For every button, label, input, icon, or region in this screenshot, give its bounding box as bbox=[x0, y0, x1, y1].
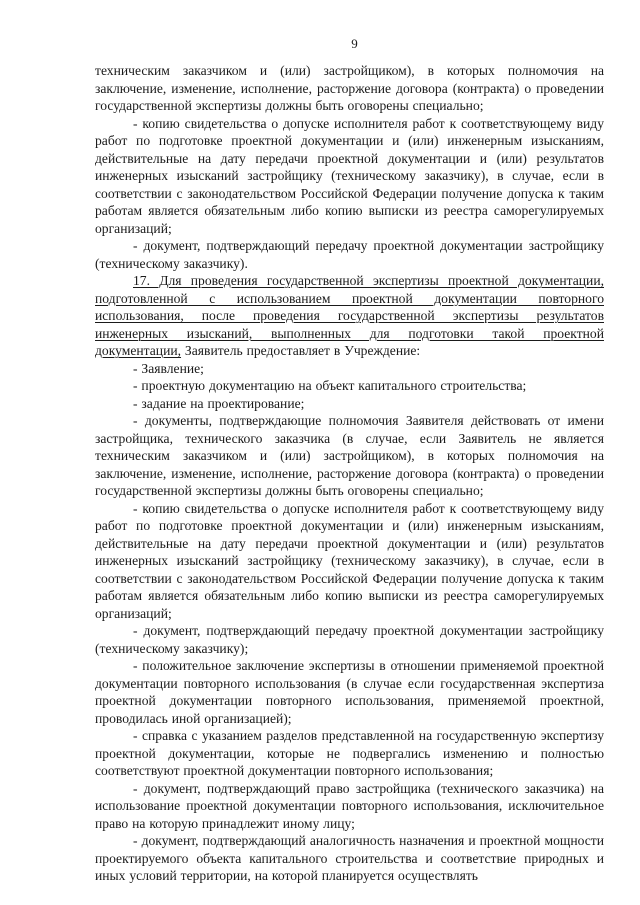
paragraph-license-copy: - копию свидетельства о допуске исполнителя работ к соответствующему виду работ по подготовке проектной документации и (или) инженерным изысканиям, действительные на дату передачи проектной документации и (или) результатов инженерных изысканий застройщику (техническому заказчику), в случае, если в соответствии с законодательством Российской Федерации получение допуска к таким работам является обязательным либо копию выписки из реестра саморегулируемых организаций; bbox=[95, 115, 604, 236]
list-item-license-copy: - копию свидетельства о допуске исполнителя работ к соответствующему виду работ по подготовке проектной документации и (или) инженерным изысканиям, действительные на дату передачи проектной документации и (или) результатов инженерных изысканий застройщику (техническому заказчику), в случае, если в соответствии с законодательством Российской Федерации получение допуска к таким работам является обязательным либо копию выписки из реестра саморегулируемых организаций; bbox=[95, 500, 604, 621]
list-item-positive-conclusion: - положительное заключение экспертизы в отношении применяемой проектной документации повторного использования (в случае если государственная экспертиза проектной документации повторного использования, применяемой проектной, проводилась иной организацией); bbox=[95, 658, 604, 726]
list-item-authority-documents: - документы, подтверждающие полномочия Заявителя действовать от имени застройщика, технического заказчика (в случае, если Заявитель не является техническим заказчиком и (или) застройщиком), в которых полномочия на заключение, изменение, исполнение, расторжение договора (контракта) о проведении государственной экспертизы должны быть оговорены специально; bbox=[95, 413, 604, 498]
list-item-analogy-document: - документ, подтверждающий аналогичность назначения и проектной мощности проектируемого объекта капитального строительства и соответствие природных и иных условий территории, на которой планируется осуществлять bbox=[95, 833, 604, 883]
section-17-rest-text: Заявитель предоставляет в Учреждение: bbox=[181, 343, 421, 358]
list-item-sections-reference: - справка с указанием разделов представленной на государственную экспертизу проектной документации, которые не подвергались изменению и полностью соответствуют проектной документации повторного использования; bbox=[95, 728, 604, 778]
paragraph-transfer-document: - документ, подтверждающий передачу проектной документации застройщику (техническому заказчику). bbox=[95, 238, 604, 271]
list-item-right-of-use: - документ, подтверждающий право застройщика (технического заказчика) на использование проектной документации повторного использования, исключительное право на которую принадлежит иному лицу; bbox=[95, 780, 604, 831]
list-item-transfer-document: - документ, подтверждающий передачу проектной документации застройщику (техническому заказчику); bbox=[95, 623, 604, 656]
list-item-design-assignment: - задание на проектирование; bbox=[133, 395, 305, 411]
list-item-project-documentation: - проектную документацию на объект капитального строительства; bbox=[133, 378, 527, 393]
section-17-underlined-text: 17. Для проведения государственной экспертизы проектной документации, подготовленной с использованием проектной документации повторного использования, после проведения государственной экспертизы результатов инженерных изысканий, выполненных для подготовки такой проектной документации, bbox=[95, 273, 604, 358]
paragraph-continuation: техническим заказчиком и (или) застройщиком), в которых полномочия на заключение, изменение, исполнение, расторжение договора (контракта) о проведении государственной экспертизы должны быть оговорены специально; bbox=[95, 63, 604, 113]
page-number: 9 bbox=[351, 36, 358, 51]
section-17-heading bbox=[95, 272, 604, 360]
list-item-application: - Заявление; bbox=[133, 360, 204, 376]
